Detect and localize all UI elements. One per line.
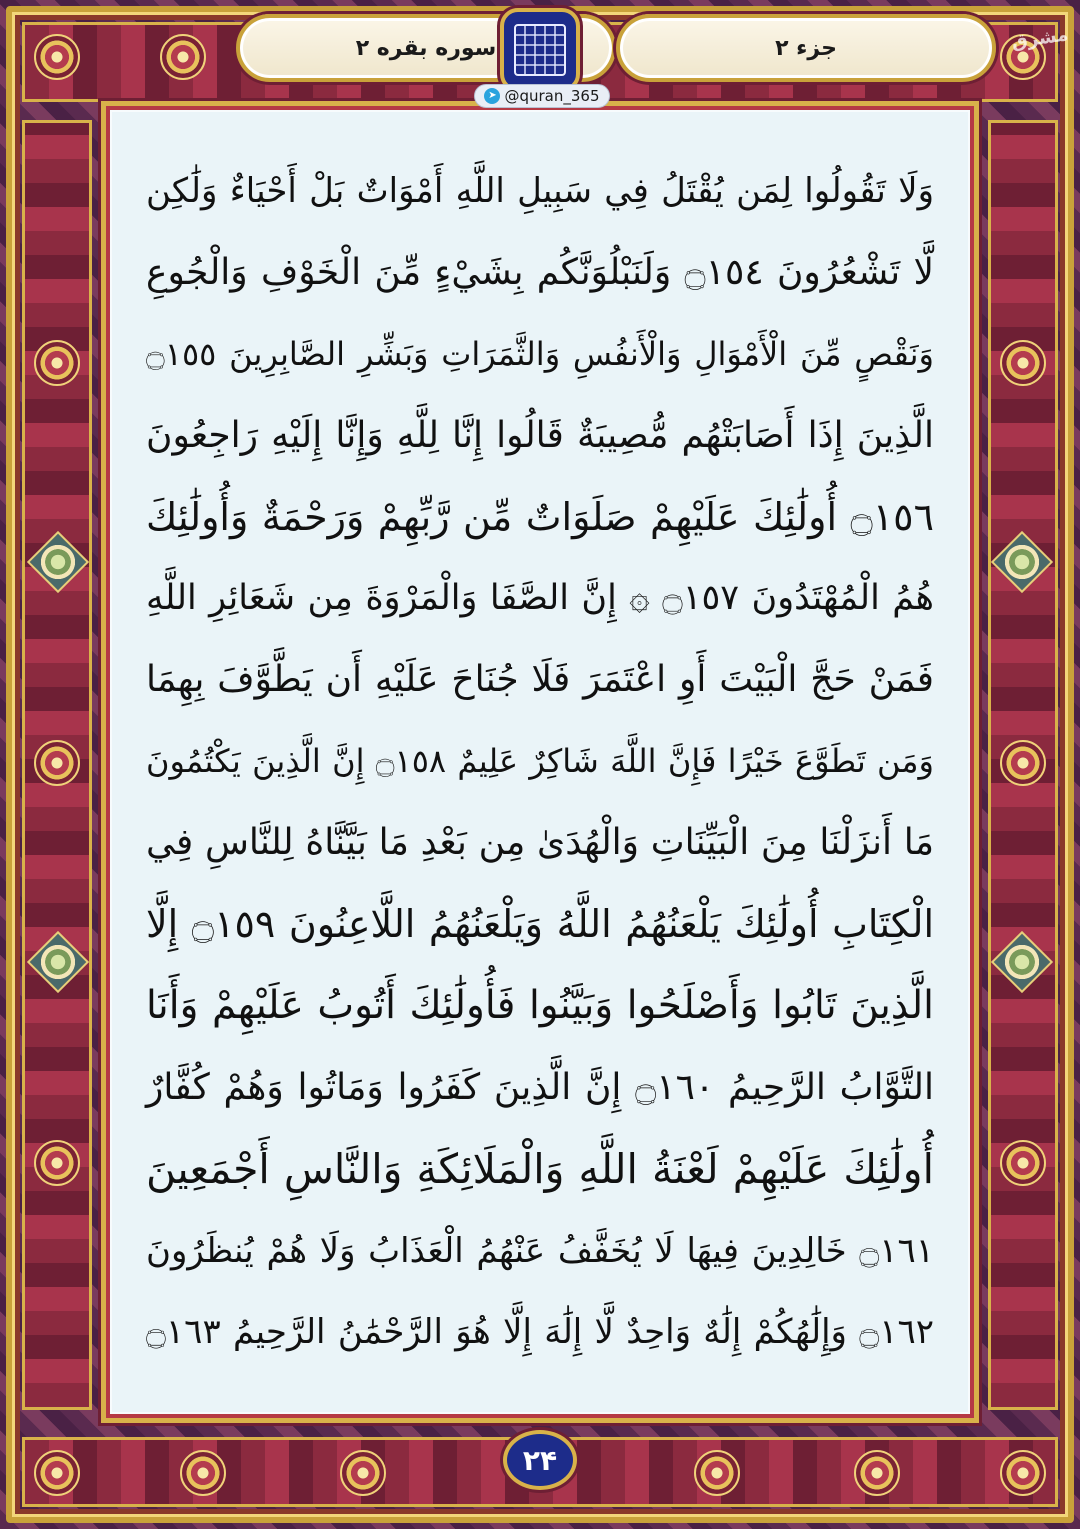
kufic-emblem-icon (514, 24, 566, 76)
surah-label: سوره بقره ۲ (355, 35, 497, 61)
verse-line: وَلَا تَقُولُوا لِمَن يُقْتَلُ فِي سَبِيلِ اللَّهِ أَمْوَاتٌ بَلْ أَحْيَاءٌ وَلَٰكِن (146, 170, 934, 211)
rosette-ornament (34, 340, 80, 386)
rosette-ornament (180, 1450, 226, 1496)
rosette-ornament (694, 1450, 740, 1496)
channel-handle-text: @quran_365 (504, 87, 600, 105)
verse-line: ۝١٦١ خَالِدِينَ فِيهَا لَا يُخَفَّفُ عَنْهُمُ الْعَذَابُ وَلَا هُمْ يُنظَرُونَ (146, 1230, 934, 1271)
rosette-ornament (1000, 1140, 1046, 1186)
rosette-ornament (34, 1140, 80, 1186)
page-number: ۲۴ (522, 1443, 558, 1477)
verse-line: فَمَنْ حَجَّ الْبَيْتَ أَوِ اعْتَمَرَ فَلَا جُنَاحَ عَلَيْهِ أَن يَطَّوَّفَ بِهِمَا (146, 659, 934, 701)
rosette-ornament (854, 1450, 900, 1496)
rosette-ornament (1000, 1450, 1046, 1496)
verse-line: أُولَٰئِكَ عَلَيْهِمْ لَعْنَةُ اللَّهِ وَالْمَلَائِكَةِ وَالنَّاسِ أَجْمَعِينَ (146, 1144, 934, 1193)
quran-text-panel (106, 106, 974, 1418)
rosette-ornament (160, 34, 206, 80)
juz-label: جزء ۲ (775, 35, 837, 61)
verse-line: وَنَقْصٍ مِّنَ الْأَمْوَالِ وَالْأَنفُسِ وَالثَّمَرَاتِ وَبَشِّرِ الصَّابِرِينَ ۝١٥٥ (146, 334, 934, 373)
rosette-ornament (34, 34, 80, 80)
telegram-icon: ➤ (484, 88, 500, 104)
verse-line: مَا أَنزَلْنَا مِنَ الْبَيِّنَاتِ وَالْهُدَىٰ مِن بَعْدِ مَا بَيَّنَّاهُ لِلنَّاسِ فِي (146, 822, 934, 864)
kufic-emblem (500, 8, 580, 92)
verse-line: الْكِتَابِ أُولَٰئِكَ يَلْعَنُهُمُ اللَّهُ وَيَلْعَنُهُمُ اللَّاعِنُونَ ۝١٥٩ إِلَّا (146, 902, 935, 947)
verse-line: ۝١٦٢ وَإِلَٰهُكُمْ إِلَٰهٌ وَاحِدٌ لَّا إِلَٰهَ إِلَّا هُوَ الرَّحْمَٰنُ الرَّحِيمُ ۝١٦٣ (146, 1312, 934, 1353)
watermark-text: مشرق (1010, 24, 1070, 53)
verse-line: الَّذِينَ إِذَا أَصَابَتْهُم مُّصِيبَةٌ قَالُوا إِنَّا لِلَّهِ وَإِنَّا إِلَيْهِ رَاجِعُونَ (146, 414, 934, 456)
rosette-ornament (34, 740, 80, 786)
verse-line: لَّا تَشْعُرُونَ ۝١٥٤ وَلَنَبْلُوَنَّكُم بِشَيْءٍ مِّنَ الْخَوْفِ وَالْجُوعِ (146, 251, 934, 293)
page-number-badge (503, 1430, 577, 1490)
channel-handle[interactable] (474, 84, 610, 108)
rosette-ornament (34, 1450, 80, 1496)
rosette-ornament (340, 1450, 386, 1496)
verse-line: وَمَن تَطَوَّعَ خَيْرًا فَإِنَّ اللَّهَ شَاكِرٌ عَلِيمٌ ۝١٥٨ إِنَّ الَّذِينَ يَكْتُمُونَ (146, 742, 935, 781)
verse-line: هُمُ الْمُهْتَدُونَ ۝١٥٧ ۞ إِنَّ الصَّفَا وَالْمَرْوَةَ مِن شَعَائِرِ اللَّهِ (146, 578, 934, 619)
rosette-ornament (1000, 340, 1046, 386)
verse-lines (146, 150, 934, 1373)
rosette-ornament (1000, 740, 1046, 786)
verse-line: التَّوَّابُ الرَّحِيمُ ۝١٦٠ إِنَّ الَّذِينَ كَفَرُوا وَمَاتُوا وَهُمْ كُفَّارٌ (146, 1066, 934, 1108)
verse-line: ۝١٥٦ أُولَٰئِكَ عَلَيْهِمْ صَلَوَاتٌ مِّن رَّبِّهِمْ وَرَحْمَةٌ وَأُولَٰئِكَ (146, 494, 934, 539)
verse-line: الَّذِينَ تَابُوا وَأَصْلَحُوا وَبَيَّنُوا فَأُولَٰئِكَ أَتُوبُ عَلَيْهِمْ وَأَنَا (146, 983, 934, 1029)
juz-cartouche (616, 14, 996, 82)
